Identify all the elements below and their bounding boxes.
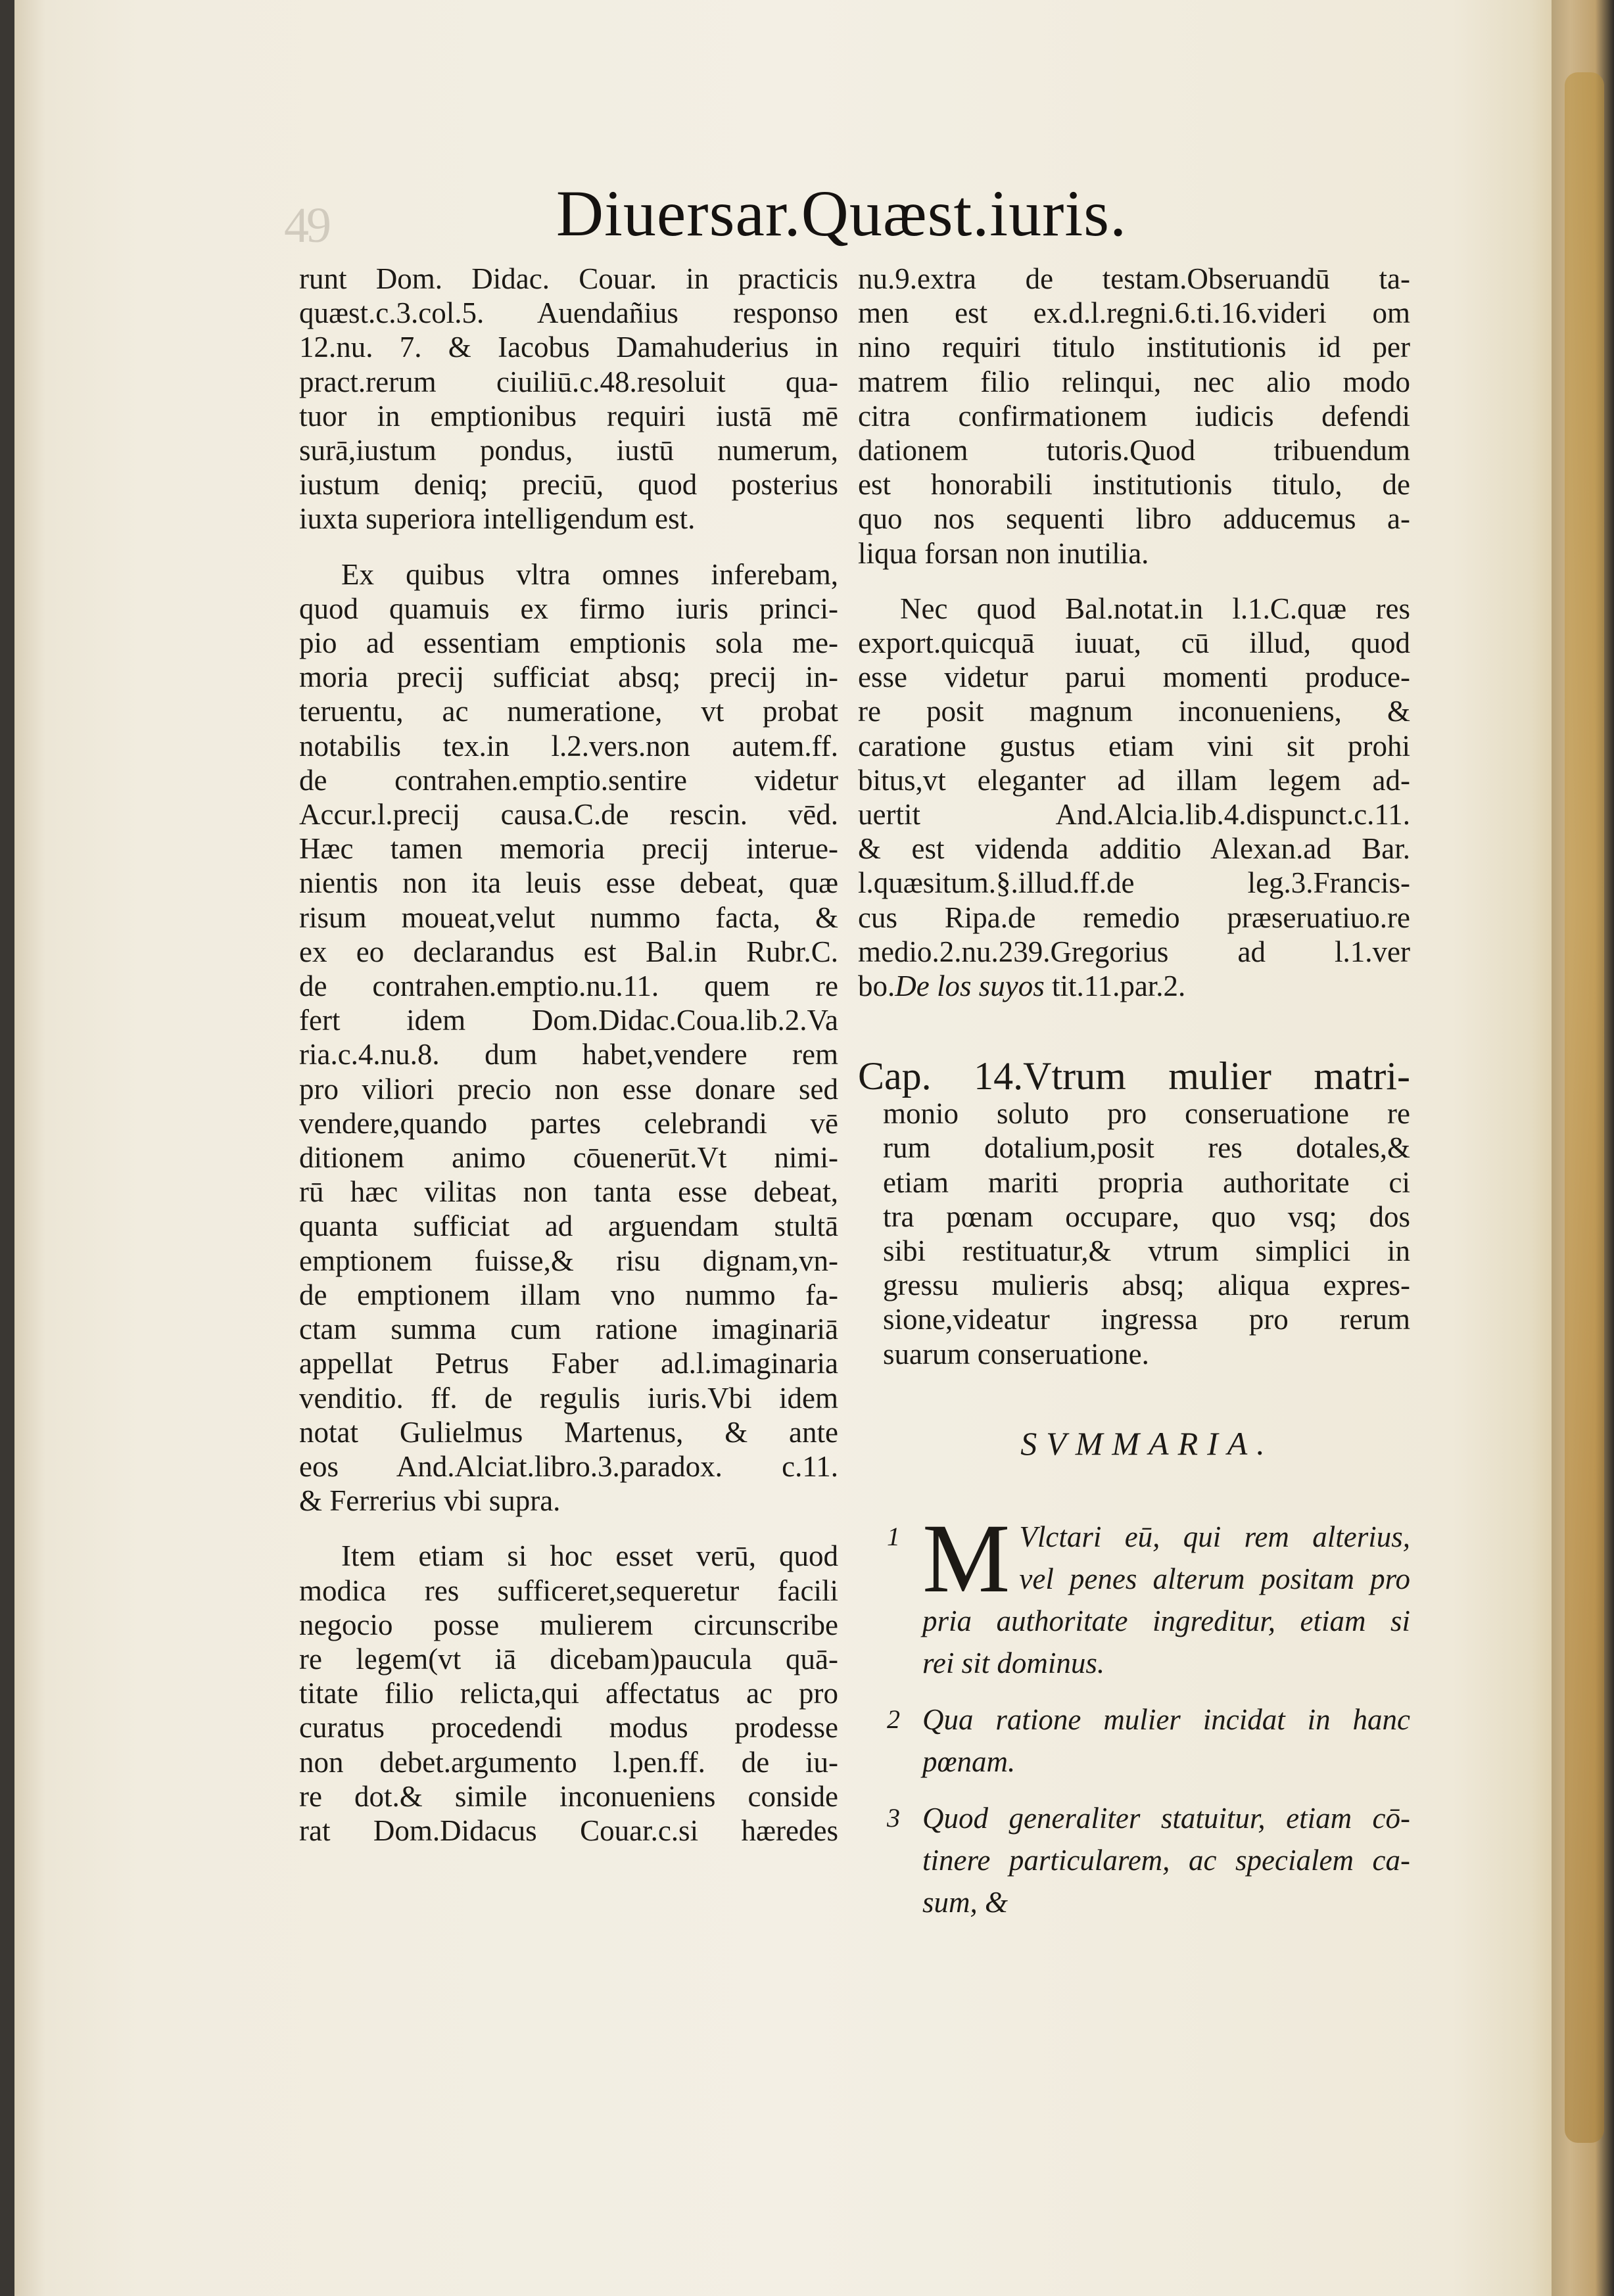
left-column — [299, 262, 838, 1848]
left-text-line: ditionem animo cōuenerūt.Vt nimi- — [299, 1141, 838, 1175]
chapter-line: gressu mulieris absq; aliqua expres- — [883, 1269, 1410, 1302]
right-column — [858, 262, 1410, 1938]
chapter-title: Cap. 14.Vtrum mulier matri- — [858, 1054, 1410, 1098]
left-text-line: 12.nu. 7. & Iacobus Damahuderius in — [299, 331, 838, 364]
verbo-italic: De los suyos — [895, 970, 1045, 1003]
right-text-line: dationem tutoris.Quod tribuendum — [858, 434, 1410, 467]
left-text-line: Accur.l.precij causa.C.de rescin. vēd. — [299, 798, 838, 832]
summaria-line: tinere particularem, ac specialem ca- — [922, 1843, 1410, 1877]
right-text-line: matrem filio relinqui, nec alio modo — [858, 365, 1410, 398]
chapter-line: suarum conseruatione. — [883, 1337, 1149, 1371]
left-text-line: tuor in emptionibus requiri iustā mē — [299, 399, 838, 433]
left-text-line: Ex quibus vltra omnes inferebam, — [341, 557, 838, 591]
left-text-line: Hæc tamen memoria precij interue- — [299, 832, 838, 866]
left-text-line: pract.rerum ciuiliū.c.48.resoluit qua- — [299, 365, 838, 398]
right-text-line: nu.9.extra de testam.Obseruandū ta- — [858, 262, 1410, 295]
running-head: Diuersar.Quæst.iuris. — [556, 177, 1127, 250]
right-text-line: medio.2.nu.239.Gregorius ad l.1.ver — [858, 935, 1410, 968]
summaria-number: 2 — [887, 1704, 900, 1734]
left-text-line: curatus procedendi modus prodesse — [299, 1711, 838, 1745]
left-text-line: surā,iustum pondus, iustū numerum, — [299, 434, 838, 467]
chapter-line: sione,videatur ingressa pro rerum — [883, 1303, 1410, 1336]
left-text-line: rū hæc vilitas non tanta esse debeat, — [299, 1175, 838, 1209]
left-text-line: notat Gulielmus Martenus, & ante — [299, 1415, 838, 1449]
page-number: 49 — [284, 198, 329, 253]
left-text-line: risum moueat,velut nummo facta, & — [299, 901, 838, 934]
summaria-number: 1 — [887, 1521, 900, 1551]
right-text-line: uertit And.Alcia.lib.4.dispunct.c.11. — [858, 798, 1410, 832]
right-text-line: liqua forsan non inutilia. — [858, 536, 1149, 570]
final-citation-line — [858, 969, 1410, 1003]
left-text-line: vendere,quando partes celebrandi vē — [299, 1106, 838, 1140]
left-text-line: appellat Petrus Faber ad.l.imaginaria — [299, 1347, 838, 1380]
left-text-line: venditio. ff. de regulis iuris.Vbi idem — [299, 1381, 838, 1415]
left-text-line: ctam summa cum ratione imaginariā — [299, 1313, 838, 1346]
left-text-line: iustum deniq; preciū, quod posterius — [299, 468, 838, 502]
left-text-line: pro viliori precio non esse donare sed — [299, 1072, 838, 1106]
left-text-line: pio ad essentiam emptionis sola me- — [299, 626, 838, 660]
right-text-line: caratione gustus etiam vini sit prohi — [858, 729, 1410, 762]
chapter-line: sibi restituatur,& vtrum simplici in — [883, 1234, 1410, 1268]
left-text-line: runt Dom. Didac. Couar. in practicis — [299, 262, 838, 295]
left-text-line: quod quamuis ex firmo iuris princi- — [299, 592, 838, 625]
left-text-line: rat Dom.Didacus Couar.c.si hæredes — [299, 1814, 838, 1847]
summaria-line: pœnam. — [922, 1745, 1016, 1778]
summaria-line: sum, & — [922, 1885, 1009, 1919]
left-text-line: nientis non ita leuis esse debeat, quæ — [299, 866, 838, 900]
right-column-text — [858, 262, 1410, 969]
right-text-line: nino requiri titulo institutionis id per — [858, 331, 1410, 364]
chapter-subtitle — [858, 1096, 1410, 1371]
right-text-line: bitus,vt eleganter ad illam legem ad- — [858, 763, 1410, 797]
left-text-line: de emptionem illam vno nummo fa- — [299, 1278, 838, 1311]
right-text-line: quo nos sequenti libro adducemus a- — [858, 502, 1410, 536]
left-text-line: notabilis tex.in l.2.vers.non autem.ff. — [299, 729, 838, 762]
summaria-line: rei sit dominus. — [922, 1646, 1105, 1679]
chapter-line: tra pœnam occupare, quo vsq; dos — [883, 1200, 1410, 1233]
right-text-line: Nec quod Bal.notat.in l.1.C.quæ res — [900, 592, 1410, 625]
left-text-line: moria precij sufficiat absq; precij in- — [299, 661, 838, 694]
summaria-line: pria authoritate ingreditur, etiam si — [922, 1604, 1410, 1637]
right-text-line: export.quicquā iuuat, cū illud, quod — [858, 626, 1410, 660]
right-text-line: re posit magnum inconueniens, & — [858, 695, 1410, 728]
right-text-line: men est ex.d.l.regni.6.ti.16.videri om — [858, 296, 1410, 330]
left-text-line: negocio posse mulierem circunscribe — [299, 1608, 838, 1641]
left-text-line: re dot.& simile inconueniens conside — [299, 1779, 838, 1813]
summaria-list — [858, 1503, 1410, 1923]
left-text-line: ria.c.4.nu.8. dum habet,vendere rem — [299, 1038, 838, 1071]
right-text-line: l.quæsitum.§.illud.ff.de leg.3.Francis- — [858, 866, 1410, 900]
left-text-line: teruentu, ac numeratione, vt probat — [299, 695, 838, 728]
right-text-line: esse videtur parui momenti produce- — [858, 661, 1410, 694]
summaria-item — [858, 1699, 1410, 1783]
summaria-line: Quod generaliter statuitur, etiam cō- — [922, 1801, 1410, 1835]
left-text-line: iuxta superiora intelligendum est. — [299, 502, 696, 536]
right-text-line: & est videnda additio Alexan.ad Bar. — [858, 832, 1410, 866]
summaria-number: 3 — [887, 1802, 900, 1833]
chapter-line: monio soluto pro conseruatione re — [883, 1097, 1410, 1131]
verbo-prefix: bo. — [858, 970, 895, 1003]
verbo-suffix: tit.11.par.2. — [1051, 970, 1186, 1003]
summaria-line: vel penes alterum positam pro — [1019, 1562, 1410, 1595]
summaria-line: Qua ratione mulier incidat in hanc — [922, 1702, 1410, 1736]
drop-capital: M — [922, 1503, 1010, 1613]
right-text-line: est honorabili institutionis titulo, de — [858, 468, 1410, 502]
chapter-line: rum dotalium,posit res dotales,& — [883, 1131, 1410, 1165]
left-text-line: quanta sufficiat ad arguendam stultā — [299, 1209, 838, 1243]
left-text-line: modica res sufficeret,sequeretur facili — [299, 1574, 838, 1607]
left-text-line: de contrahen.emptio.sentire videtur — [299, 763, 838, 797]
left-text-line: non debet.argumento l.pen.ff. de iu- — [299, 1745, 838, 1779]
left-text-line: fert idem Dom.Didac.Coua.lib.2.Va — [299, 1004, 838, 1037]
left-text-line: titate filio relicta,qui affectatus ac pro — [299, 1677, 838, 1710]
left-text-line: emptionem fuisse,& risu dignam,vn- — [299, 1244, 838, 1277]
left-text-line: eos And.Alciat.libro.3.paradox. c.11. — [299, 1449, 838, 1483]
summaria-item — [858, 1797, 1410, 1923]
left-text-line: re legem(vt iā dicebam)paucula quā- — [299, 1642, 838, 1675]
right-text-line: cus Ripa.de remedio præseruatiuo.re — [858, 901, 1410, 934]
left-text-line: Item etiam si hoc esset verū, quod — [341, 1539, 838, 1573]
left-text-line: ex eo declarandus est Bal.in Rubr.C. — [299, 935, 838, 968]
left-text-line: de contrahen.emptio.nu.11. quem re — [299, 970, 838, 1003]
summaria-item — [858, 1503, 1410, 1684]
right-text-line: citra confirmationem iudicis defendi — [858, 399, 1410, 433]
left-text-line: & Ferrerius vbi supra. — [299, 1484, 561, 1518]
edge-stain — [1565, 72, 1604, 2143]
chapter-line: etiam mariti propria authoritate ci — [883, 1165, 1410, 1199]
summaria-line: Vlctari eū, qui rem alterius, — [1019, 1520, 1410, 1553]
left-text-line: quæst.c.3.col.5. Auendañius responso — [299, 296, 838, 330]
summaria-heading: SVMMARIA. — [1020, 1424, 1274, 1462]
